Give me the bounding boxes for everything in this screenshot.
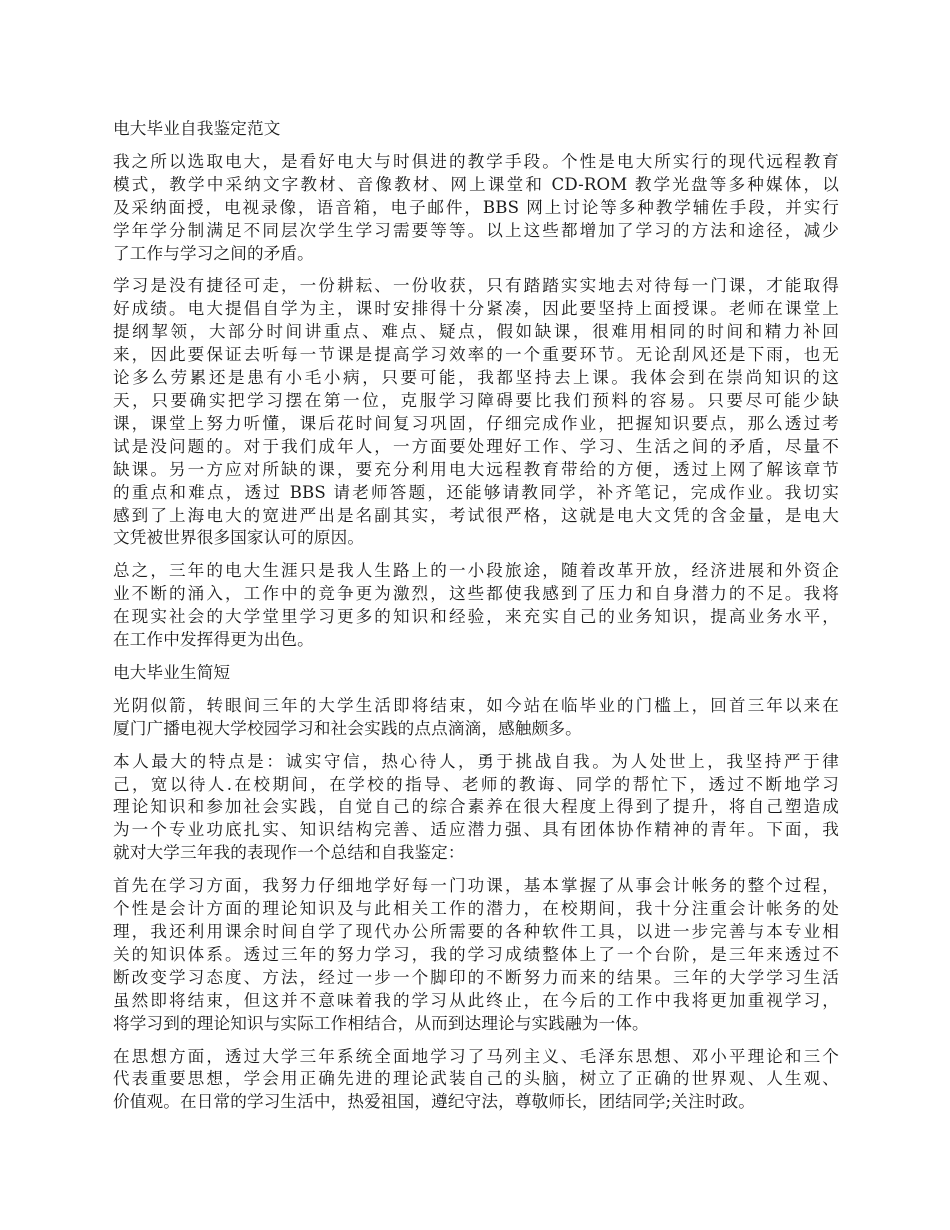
text-line: 了工作与学习之间的矛盾。 — [113, 243, 314, 263]
essay-title-1 — [113, 118, 839, 141]
paragraph-2 — [113, 275, 839, 550]
text-line: 及采纳面授，电视录像，语音箱，电子邮件，BBS 网上讨论等多种教学辅佐手段，并实行 — [113, 197, 839, 217]
essay-title-2 — [113, 662, 839, 685]
text-line: 感到了上海电大的宽进严出是名副其实，考试很严格，这就是电大文凭的含金量，是电大 — [113, 505, 839, 525]
text-line: 模式，教学中采纳文字教材、音像教材、网上课堂和 CD-ROM 教学光盘等多种媒体，以 — [113, 174, 839, 194]
text-line: 理，我还利用课余时间自学了现代办公所需要的各种软件工具，以进一步完善与本专业相 — [113, 922, 839, 941]
text-line: 在现实社会的大学堂里学习更多的知识和经验，来充实自己的业务知识，提高业务水平， — [113, 607, 839, 627]
text-line: 光阴似箭，转眼间三年的大学生活即将结束，如今站在临毕业的门槛上，回首三年以来在 — [113, 695, 839, 715]
text-line: 论多么劳累还是患有小毛小病，只要可能，我都坚持去上课。我体会到在崇尚知识的这 — [113, 368, 839, 388]
text-line: 关的知识体系。透过三年的努力学习，我的学习成绩整体上了一个台阶，是三年来透过不 — [113, 944, 839, 964]
text-line: 业不断的涌入，工作中的竞争更为激烈，这些都使我感到了压力和自身潜力的不足。我将 — [113, 584, 839, 604]
heading-line: 电大毕业生简短 — [113, 662, 231, 682]
text-line: 提纲挈领，大部分时间讲重点、难点、疑点，假如缺课，很难用相同的时间和精力补回 — [113, 322, 839, 342]
text-line: 为一个专业功底扎实、知识结构完善、适应潜力强、具有团体协作精神的青年。下面，我 — [113, 820, 839, 840]
paragraph-4 — [113, 695, 839, 741]
text-line: 文凭被世界很多国家认可的原因。 — [113, 528, 365, 548]
text-line: 好成绩。电大提倡自学为主，课时安排得十分紧凑，因此要坚持上面授课。老师在课堂上 — [113, 299, 839, 319]
text-line: 价值观。在日常的学习生活中，热爱祖国，遵纪守法，尊敬师长，团结同学;关注时政。 — [113, 1092, 756, 1112]
text-line: 本人最大的特点是：诚实守信，热心待人，勇于挑战自我。为人处世上，我坚持严于律 — [113, 751, 839, 771]
text-line: 学习是没有捷径可走，一份耕耘、一份收获，只有踏踏实实地去对待每一门课，才能取得 — [113, 276, 839, 296]
text-line: 的重点和难点，透过 BBS 请老师答题，还能够请教同学，补齐笔记，完成作业。我切实 — [113, 482, 839, 502]
text-line: 就对大学三年我的表现作一个总结和自我鉴定： — [113, 843, 465, 863]
text-line: 天，只要确实把学习摆在第一位，克服学习障碍要比我们预料的容易。只要尽可能少缺 — [113, 390, 839, 410]
text-line: 我之所以选取电大，是看好电大与时俱进的教学手段。个性是电大所实行的现代远程教育 — [113, 151, 839, 171]
paragraph-5 — [113, 751, 839, 866]
heading-line: 电大毕业自我鉴定范文 — [113, 119, 281, 138]
text-line: 代表重要思想，学会用正确先进的理论武装自己的头脑，树立了正确的世界观、人生观、 — [113, 1069, 839, 1089]
text-line: 己，宽以待人.在校期间，在学校的指导、老师的教诲、同学的帮忙下，透过不断地学习 — [113, 774, 839, 794]
text-line: 首先在学习方面，我努力仔细地学好每一门功课，基本掌握了从事会计帐务的整个过程， — [113, 876, 839, 896]
text-line: 在工作中发挥得更为出色。 — [113, 630, 314, 650]
text-line: 理论知识和参加社会实践，自觉自己的综合素养在很大程度上得到了提升，将自己塑造成 — [113, 797, 839, 817]
paragraph-3 — [113, 560, 839, 652]
text-line: 虽然即将结束，但这并不意味着我的学习从此终止，在今后的工作中我将更加重视学习， — [113, 990, 839, 1010]
text-line: 厦门广播电视大学校园学习和社会实践的点点滴滴，感触颇多。 — [113, 718, 582, 738]
text-line: 学年学分制满足不同层次学生学习需要等等。以上这些都增加了学习的方法和途径，减少 — [113, 220, 839, 240]
document-page — [113, 118, 839, 1124]
text-line: 将学习到的理论知识与实际工作相结合，从而到达理论与实践融为一体。 — [113, 1013, 649, 1033]
text-line: 个性是会计方面的理论知识及与此相关工作的潜力，在校期间，我十分注重会计帐务的处 — [113, 899, 839, 919]
paragraph-7 — [113, 1046, 839, 1115]
paragraph-1 — [113, 151, 839, 266]
text-line: 课，课堂上努力听懂，课后花时间复习巩固，仔细完成作业，把握知识要点，那么透过考 — [113, 413, 839, 433]
text-line: 在思想方面，透过大学三年系统全面地学习了马列主义、毛泽东思想、邓小平理论和三个 — [113, 1046, 839, 1066]
text-line: 来，因此要保证去听每一节课是提高学习效率的一个重要环节。无论刮风还是下雨，也无 — [113, 345, 839, 365]
text-line: 试是没问题的。对于我们成年人，一方面要处理好工作、学习、生活之间的矛盾，尽量不 — [113, 436, 839, 456]
paragraph-6 — [113, 875, 839, 1035]
text-line: 断改变学习态度、方法，经过一步一个脚印的不断努力而来的结果。三年的大学学习生活 — [113, 967, 839, 987]
text-line: 总之，三年的电大生涯只是我人生路上的一小段旅途，随着改革开放，经济进展和外资企 — [113, 561, 839, 581]
text-line: 缺课。另一方应对所缺的课，要充分利用电大远程教育带给的方便，透过上网了解该章节 — [113, 459, 839, 479]
